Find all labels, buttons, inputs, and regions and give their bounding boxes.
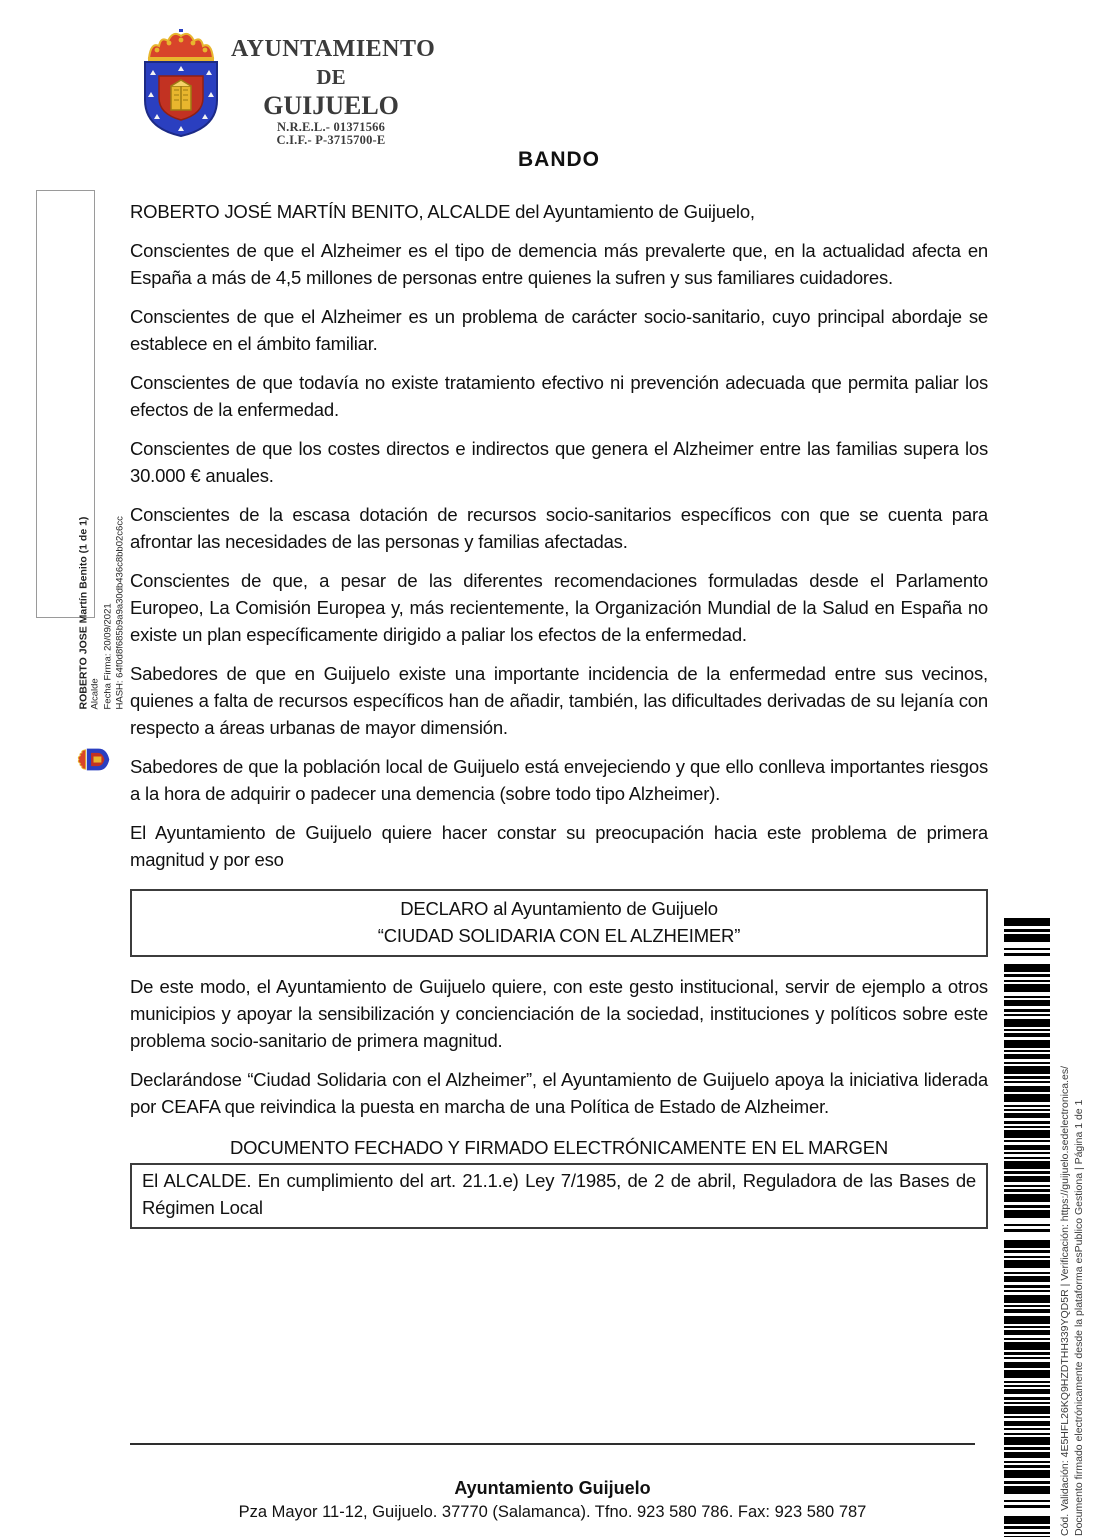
paragraph: Conscientes de que el Alzheimer es el tipo de demencia más prevalerte que, en la actualidad afecta en España a más de 4,5 millones de personas entre quienes la sufren y sus familiares cuidadores. xyxy=(130,240,988,288)
paragraph: Conscientes de que los costes directos e indirectos que genera el Alzheimer entre las familias supera los 30.000 € anuales. xyxy=(130,438,988,486)
paragraph: Conscientes de la escasa dotación de recursos socio-sanitarios específicos con que se cuenta para afrontar las necesidades de las personas y familias afectadas. xyxy=(130,504,988,552)
page-title: BANDO xyxy=(518,148,600,171)
verification-line1: Cód. Validación: 4E5HFL26KQ9HZDTHH339YQD5R | Verificación: https://guijuelo.sedelectronica.es/ xyxy=(1059,1065,1071,1536)
paragraph: El Ayuntamiento de Guijuelo quiere hacer constar su preocupación hacia este problema de primera magnitud y por eso xyxy=(130,822,988,870)
paragraph: Sabedores de que en Guijuelo existe una importante incidencia de la enfermedad entre sus vecinos, quienes a falta de recursos específicos han de añadir, también, las dificultades derivadas de su lejanía con respecto a áreas urbanas de mayor dimensión. xyxy=(130,663,988,738)
verification-line2: Documento firmado electrónicamente desde la plataforma esPublico Gestiona | Página 1 de 1 xyxy=(1073,1099,1085,1536)
municipal-header xyxy=(135,28,436,147)
paragraph: De este modo, el Ayuntamiento de Guijuelo quiere, con este gesto institucional, servir de ejemplo a otros municipios y apoyar la sensibilización y concienciación de la sociedad, instituciones y políticos sobre este problema socio-sanitario de primera magnitud. xyxy=(130,976,988,1051)
org-line2: DE xyxy=(316,65,346,89)
document-body xyxy=(130,198,988,1229)
org-line3: GUIJUELO xyxy=(263,91,399,120)
intro-line: ROBERTO JOSÉ MARTÍN BENITO, ALCALDE del Ayuntamiento de Guijuelo, xyxy=(130,201,755,222)
verification-rotated-text xyxy=(1050,940,1094,1537)
paragraph: Conscientes de que, a pesar de las diferentes recomendaciones formuladas desde el Parlamento Europeo, La Comisión Europea y, más recientemente, la Organización Mundial de la Salud en España no existe un plan específicamente dirigido a paliar los efectos de la enfermedad. xyxy=(130,570,988,645)
signature-hash: HASH: 64f0d8f685b9a9a30db436c8bb02c6cc xyxy=(114,516,126,710)
paragraph: Conscientes de que todavía no existe tratamiento efectivo ni prevención adecuada que permita paliar los efectos de la enfermedad. xyxy=(130,372,988,420)
org-line1: AYUNTAMIENTO xyxy=(231,36,436,62)
paragraph: Declarándose “Ciudad Solidaria con el Alzheimer”, el Ayuntamiento de Guijuelo apoya la iniciativa liderada por CEAFA que reivindica la puesta en marcha de una Política de Estado de Alzheimer. xyxy=(130,1069,988,1117)
signed-electronically-note: DOCUMENTO FECHADO Y FIRMADO ELECTRÓNICAMENTE EN EL MARGEN xyxy=(229,1137,889,1158)
verification-barcode-icon xyxy=(1004,918,1050,1537)
org-cif: C.I.F.- P-3715700-E xyxy=(276,133,386,147)
coat-of-arms-icon xyxy=(135,28,227,140)
footer-address: Pza Mayor 11-12, Guijuelo. 37770 (Salamanca). Tfno. 923 580 786. Fax: 923 580 787 xyxy=(238,1503,867,1521)
declaration-line2: “CIUDAD SOLIDARIA CON EL ALZHEIMER” xyxy=(377,925,741,946)
signature-date: Fecha Firma: 20/09/2021 xyxy=(102,603,113,710)
paragraph: Sabedores de que la población local de Guijuelo está envejeciendo y que ello conlleva importantes riesgos a la hora de adquirir o padecer una demencia (sobre todo tipo Alzheimer). xyxy=(130,756,988,804)
org-name-block xyxy=(231,28,436,147)
signer-role: Alcalde xyxy=(89,678,101,710)
org-nrel: N.R.E.L.- 01371566 xyxy=(276,120,386,134)
alcalde-box: El ALCALDE. En cumplimiento del art. 21.1.e) Ley 7/1985, de 2 de abril, Reguladora de las Bases de Régimen Local xyxy=(130,1163,988,1229)
footer-org-name: Ayuntamiento Guijuelo xyxy=(454,1478,651,1498)
paragraph: Conscientes de que el Alzheimer es un problema de carácter socio-sanitario, cuyo principal abordaje se establece en el ámbito familiar. xyxy=(130,306,988,354)
signature-rotated-text xyxy=(73,382,132,810)
signature-margin-box xyxy=(36,190,126,710)
footer-divider xyxy=(130,1443,975,1445)
small-coat-of-arms-icon xyxy=(77,740,105,774)
declaration-line1: DECLARO al Ayuntamiento de Guijuelo xyxy=(400,898,718,919)
signer-name: ROBERTO JOSE Martín Benito (1 de 1) xyxy=(77,516,89,710)
declaration-box xyxy=(130,889,988,957)
